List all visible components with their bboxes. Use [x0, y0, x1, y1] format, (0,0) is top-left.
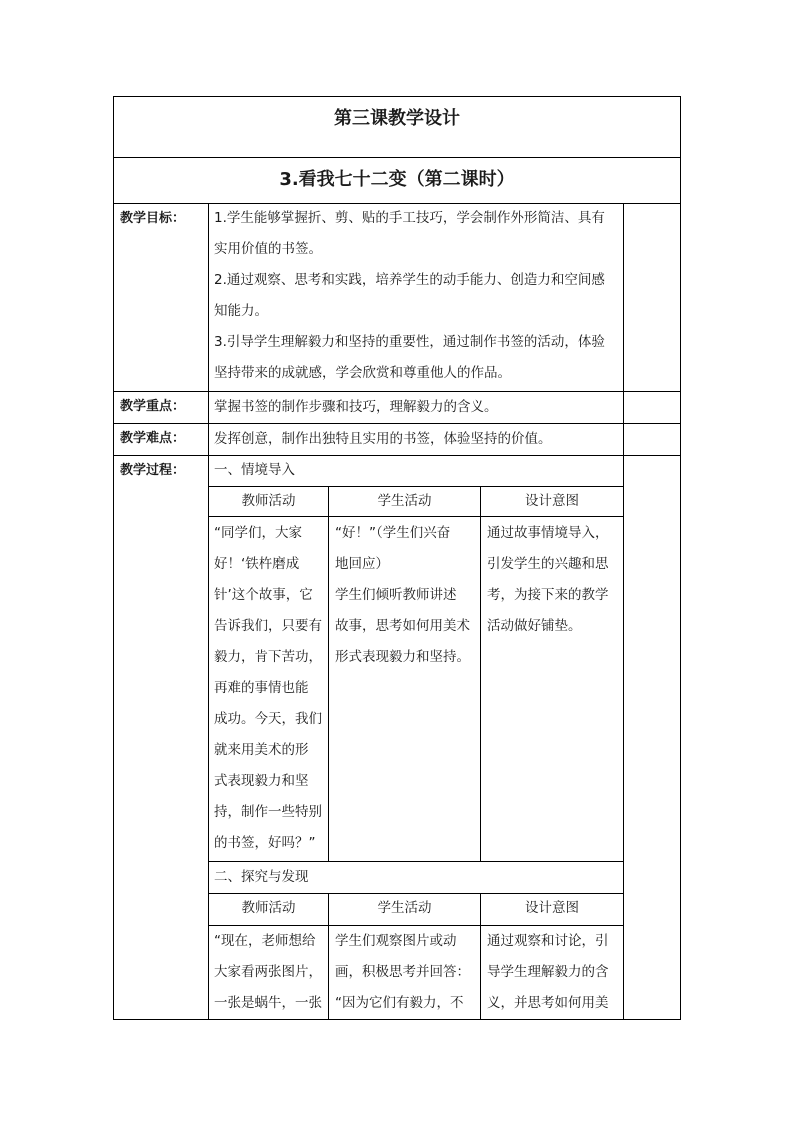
cell-line: 持，制作一些特别	[214, 804, 322, 820]
cell-line: 再难的事情也能	[214, 680, 309, 696]
key-point-label: 教学重点：	[120, 399, 186, 414]
cell-line: 故事，思考如何用美术	[335, 618, 470, 634]
difficulty-text: 发挥创意，制作出独特且实用的书签，体验坚持的价值。	[214, 431, 552, 447]
column-header-intent: 设计意图	[525, 493, 579, 509]
cell-line: 针’这个故事，它	[214, 587, 313, 603]
difficulty-label: 教学难点：	[120, 431, 186, 446]
objectives-line: 坚持带来的成就感，学会欣赏和尊重他人的作品。	[214, 365, 511, 381]
objectives-label: 教学目标：	[120, 211, 186, 226]
cell-line: 大家看两张图片，	[214, 964, 322, 980]
section-heading: 二、探究与发现	[214, 869, 309, 885]
column-header-student: 学生活动	[377, 493, 432, 509]
cell-line: 义，并思考如何用美	[487, 995, 609, 1011]
cell-line: 好！‘铁杵磨成	[214, 556, 300, 572]
cell-line: 告诉我们，只要有	[214, 618, 322, 634]
cell-line: 成功。今天，我们	[214, 711, 322, 727]
cell-line: 活动做好铺垫。	[487, 618, 582, 634]
cell-line: 形式表现毅力和坚持。	[335, 649, 470, 665]
table-rule	[113, 455, 681, 456]
table-col-rule	[328, 486, 329, 861]
page-title: 第三课教学设计	[334, 108, 460, 129]
key-point-text: 掌握书签的制作步骤和技巧，理解毅力的含义。	[214, 399, 498, 415]
cell-line: 一张是蜗牛，一张	[214, 995, 322, 1011]
column-header-student: 学生活动	[377, 900, 432, 916]
cell-line: 导学生理解毅力的含	[487, 964, 609, 980]
column-header-intent: 设计意图	[525, 900, 579, 916]
student-activity-cell	[335, 518, 470, 673]
cell-line: 学生们倾听教师讲述	[335, 587, 457, 603]
cell-line: “因为它们有毅力，不	[335, 995, 464, 1011]
cell-line: 学生们观察图片或动	[335, 933, 457, 949]
cell-line: 式表现毅力和坚	[214, 773, 309, 789]
objectives-line: 2.通过观察、思考和实践，培养学生的动手能力、创造力和空间感	[214, 272, 605, 288]
section-heading: 一、情境导入	[214, 462, 295, 478]
objectives-line: 1.学生能够掌握折、剪、贴的手工技巧，学会制作外形简洁、具有	[214, 210, 605, 226]
column-header-teacher: 教师活动	[241, 493, 296, 509]
cell-line: 通过故事情境导入，	[487, 525, 609, 541]
process-label: 教学过程：	[120, 463, 186, 478]
student-activity-cell	[335, 926, 470, 1019]
cell-line: 地回应）	[335, 556, 389, 572]
cell-line: 引发学生的兴趣和思	[487, 556, 609, 572]
table-border-top	[113, 96, 681, 97]
page-subtitle: 3.看我七十二变（第二课时）	[279, 169, 515, 190]
objectives-text	[214, 203, 605, 389]
table-border-bottom	[113, 1019, 681, 1020]
table-border-left	[113, 96, 114, 1020]
table-border-right	[680, 96, 681, 1020]
design-intent-cell	[487, 926, 609, 1019]
table-rule	[113, 157, 681, 158]
cell-line: 毅力，肯下苦功，	[214, 649, 322, 665]
cell-line: 就来用美术的形	[214, 742, 309, 758]
objectives-line: 知能力。	[214, 303, 268, 319]
cell-line: 的书签，好吗？”	[214, 835, 316, 851]
column-header-teacher: 教师活动	[241, 900, 296, 916]
table-col-rule	[480, 486, 481, 861]
cell-line: 通过观察和讨论，引	[487, 933, 609, 949]
objectives-line: 实用价值的书签。	[214, 241, 322, 257]
cell-line: “好！”（学生们兴奋	[335, 525, 451, 541]
cell-line: 画，积极思考并回答：	[335, 964, 470, 980]
cell-line: “同学们，大家	[214, 525, 302, 541]
teacher-activity-cell	[214, 518, 322, 859]
objectives-line: 3.引导学生理解毅力和坚持的重要性，通过制作书签的活动，体验	[214, 334, 605, 350]
design-intent-cell	[487, 518, 609, 642]
teacher-activity-cell	[214, 926, 322, 1019]
cell-line: “现在，老师想给	[214, 933, 316, 949]
cell-line: 考，为接下来的教学	[487, 587, 609, 603]
